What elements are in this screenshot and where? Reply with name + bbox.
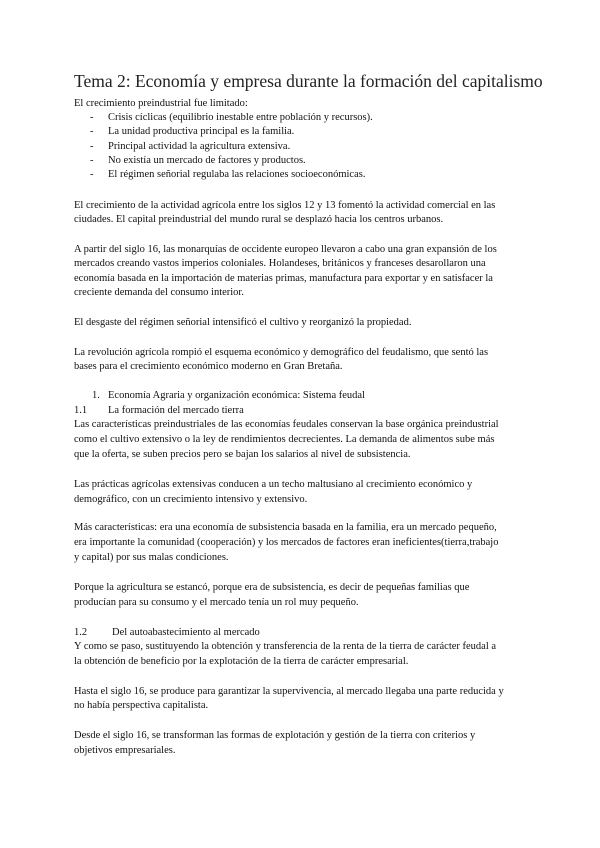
subsection-number: 1.1 — [74, 405, 88, 416]
paragraph-line: ciudades. El capital preindustrial del mundo rural se desplazó hacia los centros urbanos. — [74, 214, 444, 225]
paragraph-line: Porque la agricultura se estancó, porque era de subsistencia, es decir de pequeñas familias que — [74, 582, 470, 593]
paragraph-line: El desgaste del régimen señorial intensificó el cultivo y reorganizó la propiedad. — [74, 317, 412, 328]
paragraph-line: la obtención de beneficio por la explotación de la tierra de carácter empresarial. — [74, 656, 409, 667]
bullet-marker: - — [90, 169, 94, 180]
paragraph-line: objetivos empresariales. — [74, 745, 176, 756]
paragraph-line: era importante la comunidad (cooperación) y los mercados de factores eran ineficientes(tierra,trabajo — [74, 537, 499, 548]
paragraph-line: producían para su consumo y el mercado tenía un rol muy pequeño. — [74, 597, 359, 608]
paragraph-line: La revolución agrícola rompió el esquema económico y demográfico del feudalismo, que sentó las — [74, 347, 489, 358]
section-heading: Economía Agraria y organización económica: Sistema feudal — [108, 390, 365, 401]
paragraph-line: A partir del siglo 16, las monarquías de occidente europeo llevaron a cabo una gran expansión de los — [74, 244, 497, 255]
paragraph-line: no había perspectiva capitalista. — [74, 700, 209, 711]
paragraph-line: Desde el siglo 16, se transforman las formas de explotación y gestión de la tierra con criterios y — [74, 730, 476, 741]
bullet-marker: - — [90, 112, 94, 123]
bullet-text: Principal actividad la agricultura extensiva. — [108, 141, 291, 152]
subsection-heading: La formación del mercado tierra — [108, 405, 244, 416]
bullet-text: No existía un mercado de factores y productos. — [108, 155, 306, 166]
subsection-heading: Del autoabastecimiento al mercado — [112, 627, 260, 638]
paragraph-line: El crecimiento de la actividad agrícola entre los siglos 12 y 13 fomentó la actividad comercial en las — [74, 200, 496, 211]
bullet-marker: - — [90, 155, 94, 166]
subsection-number: 1.2 — [74, 627, 88, 638]
bullet-marker: - — [90, 141, 94, 152]
paragraph-line: Las prácticas agrícolas extensivas conducen a un techo maltusiano al crecimiento económico y — [74, 479, 473, 490]
paragraph-line: mercados creando vastos imperios coloniales. Holandeses, británicos y franceses desarollaron una — [74, 258, 486, 269]
document-title: Tema 2: Economía y empresa durante la formación del capitalismo — [74, 71, 543, 91]
bullet-text: La unidad productiva principal es la familia. — [108, 126, 295, 137]
paragraph-line: Hasta el siglo 16, se produce para garantizar la supervivencia, al mercado llegaba una parte reducida y — [74, 686, 504, 697]
paragraph-line: que la oferta, se suben precios pero se bajan los salarios al nivel de subsistencia. — [74, 449, 411, 460]
paragraph-line: creciente demanda del consumo interior. — [74, 287, 244, 298]
paragraph-line: como el cultivo extensivo o la ley de rendimientos decrecientes. La demanda de alimentos sube más — [74, 434, 495, 445]
paragraph-line: y capital) por sus malas condiciones. — [74, 552, 229, 563]
paragraph-line: Las características preindustriales de las economías feudales conservan la base orgánica preindustrial — [74, 419, 499, 430]
bullet-text: El régimen señorial regulaba las relaciones socioeconómicas. — [108, 169, 366, 180]
paragraph-line: Y como se paso, sustituyendo la obtención y transferencia de la renta de la tierra de carácter feudal a — [74, 641, 497, 652]
paragraph-line: economía basada en la importación de materias primas, manufactura para exportar y en satisfacer la — [74, 273, 493, 284]
paragraph-line: demográfico, con un crecimiento intensivo y extensivo. — [74, 494, 308, 505]
bullet-marker: - — [90, 126, 94, 137]
paragraph-line: Más características: era una economía de subsistencia basada en la familia, era un mercado pequeño, — [74, 522, 497, 533]
paragraph-line: bases para el crecimiento económico moderno en Gran Bretaña. — [74, 361, 343, 372]
intro-line: El crecimiento preindustrial fue limitado: — [74, 98, 248, 109]
section-number: 1. — [92, 390, 100, 401]
bullet-text: Crisis cíclicas (equilibrio inestable entre población y recursos). — [108, 112, 373, 123]
